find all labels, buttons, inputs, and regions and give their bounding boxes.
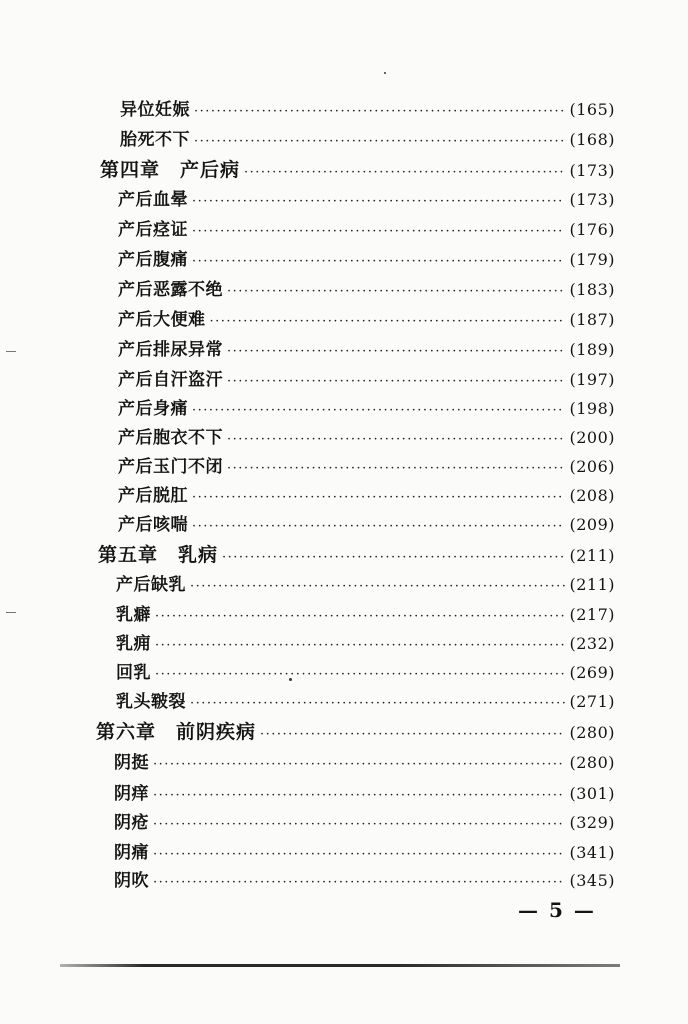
toc-entry-title: 阴挺 (114, 753, 149, 773)
toc-entry (116, 687, 615, 717)
toc-entry-title: 产后胞衣不下 (118, 428, 223, 448)
toc-entry-page: (189) (569, 340, 615, 359)
toc-entry-page: (168) (569, 130, 615, 149)
dot-leader (227, 367, 565, 397)
toc-chapter-title: 第五章 乳病 (98, 544, 219, 566)
toc-entry (114, 748, 615, 778)
toc-entry-title: 阴吹 (114, 871, 149, 891)
toc-entry-page: (197) (569, 370, 615, 389)
toc-entry-page: (206) (569, 457, 615, 476)
toc-entry-title: 回乳 (116, 663, 151, 683)
toc-entry-title: 产后玉门不闭 (118, 457, 223, 477)
dot-leader (153, 810, 565, 840)
toc-entry (120, 95, 615, 125)
dot-leader (210, 307, 566, 337)
toc-entry (116, 570, 615, 600)
toc-entry-page: (198) (569, 399, 615, 418)
toc-entry-title: 产后缺乳 (116, 575, 186, 595)
margin-mark (6, 351, 16, 352)
toc-entry-page: (341) (569, 843, 615, 862)
toc-chapter (98, 540, 615, 570)
toc-chapter-title: 第六章 前阴疾病 (96, 721, 257, 743)
toc-entry (118, 185, 615, 215)
toc-entry-title: 产后痉证 (118, 220, 188, 240)
toc-entry (118, 423, 615, 453)
toc-entry-title: 阴痒 (114, 784, 149, 804)
toc-entry-title: 乳头皲裂 (116, 692, 186, 712)
toc-entry-title: 产后腹痛 (118, 250, 188, 270)
toc-entry-page: (173) (569, 190, 615, 209)
dot-leader (192, 512, 565, 542)
toc-entry-page: (187) (569, 310, 615, 329)
toc-entry-page: (209) (569, 515, 615, 534)
toc-entry-title: 产后身痛 (118, 399, 188, 419)
print-speck (384, 72, 386, 74)
toc-entry-title: 阴痛 (114, 843, 149, 863)
toc-entry-title: 阴疮 (114, 813, 149, 833)
toc-entry (120, 125, 615, 155)
dot-leader (194, 127, 565, 157)
toc-entry-title: 乳痈 (116, 634, 151, 654)
toc-entry (118, 394, 615, 424)
margin-mark (6, 612, 16, 613)
dot-leader (192, 247, 565, 277)
toc-entry-title: 产后排尿异常 (118, 340, 223, 360)
toc-entry (114, 808, 615, 838)
dot-leader (192, 187, 565, 217)
toc-entry (116, 658, 615, 688)
toc-entry-page: (179) (569, 250, 615, 269)
toc-entry (114, 838, 615, 868)
toc-entry (118, 335, 615, 365)
dot-leader (153, 868, 565, 898)
toc-chapter-title: 第四章 产后病 (100, 159, 241, 181)
dot-leader (155, 631, 565, 661)
toc-entry-title: 产后脱肛 (118, 486, 188, 506)
toc-entry-page: (165) (569, 100, 615, 119)
dot-leader (155, 602, 565, 632)
toc-entry (118, 365, 615, 395)
toc-entry-title: 产后咳喘 (118, 515, 188, 535)
toc-entry-title: 产后恶露不绝 (118, 280, 223, 300)
dot-leader (190, 572, 565, 602)
toc-entry-title: 产后大便难 (118, 310, 206, 330)
toc-entry (116, 629, 615, 659)
toc-chapter (100, 155, 615, 185)
dot-leader (153, 750, 565, 780)
toc-entry-page: (211) (569, 575, 615, 594)
dot-leader (192, 217, 565, 247)
page-number: — 5 — (518, 898, 596, 922)
toc-entry-page: (269) (569, 663, 615, 682)
toc-entry (114, 866, 615, 896)
toc-chapter-page: (280) (569, 723, 615, 742)
dot-leader (227, 454, 565, 484)
dot-leader (222, 543, 565, 573)
toc-entry-page: (271) (569, 692, 615, 711)
bottom-rule (60, 964, 620, 967)
toc-entry-page: (200) (569, 428, 615, 447)
toc-entry-page: (301) (569, 784, 615, 803)
toc-entry-title: 胎死不下 (120, 130, 190, 150)
toc-entry (116, 600, 615, 630)
dot-leader (260, 720, 565, 750)
dot-leader (192, 396, 565, 426)
toc-entry-title: 异位妊娠 (120, 100, 190, 120)
toc-chapter-page: (173) (569, 161, 615, 180)
toc-entry (118, 481, 615, 511)
toc-entry (118, 245, 615, 275)
toc-entry-page: (208) (569, 486, 615, 505)
print-speck (289, 678, 292, 681)
dot-leader (244, 158, 565, 188)
toc-entry-page: (183) (569, 280, 615, 299)
toc-entry-page: (280) (569, 753, 615, 772)
toc-entry-page: (217) (569, 605, 615, 624)
toc-entry-title: 乳癖 (116, 605, 151, 625)
toc-entry (118, 275, 615, 305)
dot-leader (227, 425, 565, 455)
toc-entry-page: (232) (569, 634, 615, 653)
toc-entry (114, 779, 615, 809)
toc-entry-page: (176) (569, 220, 615, 239)
toc-entry-title: 产后自汗盗汗 (118, 370, 223, 390)
dot-leader (194, 97, 565, 127)
toc-entry (118, 215, 615, 245)
toc-entry-page: (329) (569, 813, 615, 832)
toc-entry-page: (345) (569, 871, 615, 890)
dot-leader (155, 660, 565, 690)
toc-entry-title: 产后血晕 (118, 190, 188, 210)
dot-leader (227, 337, 565, 367)
toc-chapter-page: (211) (569, 546, 615, 565)
toc-chapter (96, 717, 615, 747)
dot-leader (153, 781, 565, 811)
dot-leader (190, 689, 565, 719)
dot-leader (192, 483, 565, 513)
dot-leader (227, 277, 565, 307)
toc-entry (118, 510, 615, 540)
toc-entry (118, 452, 615, 482)
toc-entry (118, 305, 615, 335)
